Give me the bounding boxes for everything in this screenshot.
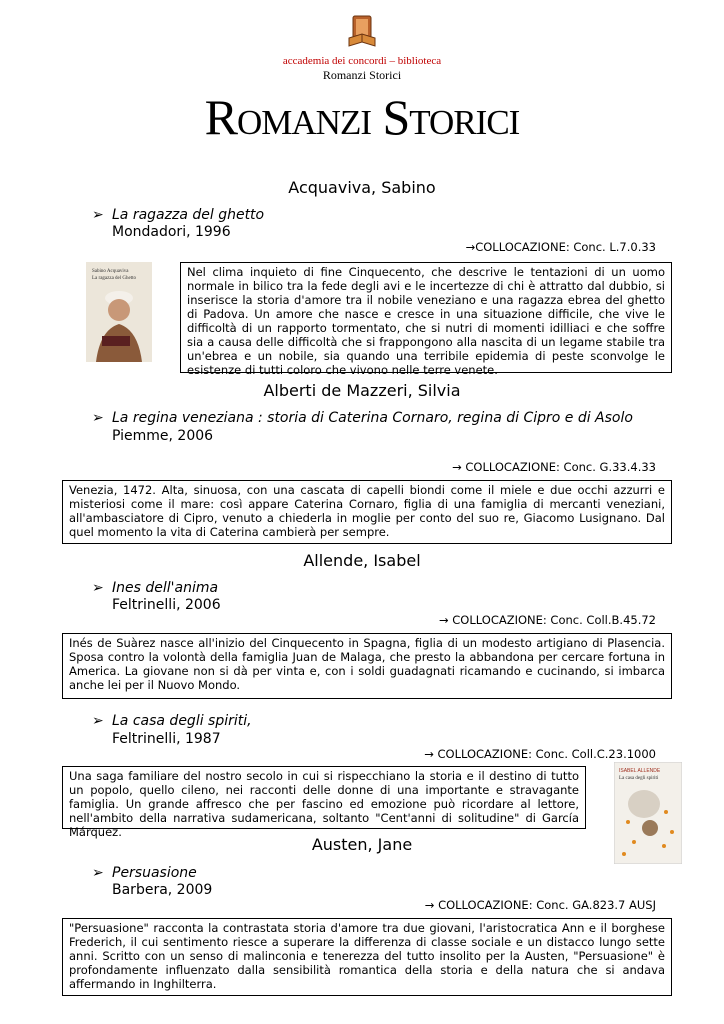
book-description: Una saga familiare del nostro secolo in cui si rispecchiano la storia e il destino di tutto un popolo, quello cileno, nei racconti delle donne di una importante e stravagante famiglia. Un grande affresco che per fascino ed emozione può ricordare al lettore, nell'ambito della narrativa sudamericana, soltanto "Cent'anni di solitudine" di García Márquez. [62, 766, 586, 829]
book-title: ➢ Persuasione [92, 865, 197, 881]
book-description: Inés de Suàrez nasce all'inizio del Cinquecento in Spagna, figlia di un modesto artigiano di Plasencia. Sposa contro la volontà della famiglia Juan de Malaga, che presto la abbandona per cercare fortuna in America. La giovane non si dà per vinta e, con i soldi guadagnati ricamando e cucinando, si imbarca anche lei per il Nuovo Mondo. [62, 633, 672, 699]
book-publisher: Mondadori, 1996 [112, 224, 231, 240]
collocation: → COLLOCAZIONE: Conc. Coll.B.45.72 [438, 613, 656, 627]
svg-text:Sabino Acquaviva: Sabino Acquaviva [92, 269, 129, 274]
page-title: Romanzi Storici [204, 89, 520, 145]
academy-name: accademia dei concordi – biblioteca [282, 55, 442, 67]
book-publisher: Feltrinelli, 2006 [112, 597, 221, 613]
svg-text:ISABEL ALLENDE: ISABEL ALLENDE [619, 768, 661, 774]
book-publisher: Piemme, 2006 [112, 428, 214, 444]
book-publisher: Feltrinelli, 1987 [112, 731, 221, 747]
collocation: → COLLOCAZIONE: Conc. Coll.C.23.1000 [424, 747, 656, 761]
book-description: Venezia, 1472. Alta, sinuosa, con una cascata di capelli biondi come il miele e due occhi azzurri e misteriosi come il mare: così appare Caterina Cornaro, figlia di una famiglia di mercanti veneziani, all'ambasciatore di Cipro, venuto a chiederla in moglie per conto del suo re, Giacomo Lusignano. Dal quel momento la vita di Caterina cambierà per sempre. [62, 480, 672, 544]
book-description: "Persuasione" racconta la contrastata storia d'amore tra due giovani, l'aristocratica Ann e il borghese Frederich, il cui sentimento riesce a superare la differenza di classe sociale e un distacco lungo sette anni. Scritto con un senso di malinconia e tenerezza del tutto insolito per la Austen, "Persuasione" è profondamente influenzato dalla sensibilità romantica della storia e della natura che si andava affermando in Inghilterra. [62, 918, 672, 996]
library-logo [347, 14, 377, 48]
svg-text:La ragazza del Ghetto: La ragazza del Ghetto [92, 276, 137, 281]
book-title: ➢ La ragazza del ghetto [92, 207, 265, 223]
author-heading: Acquaviva, Sabino [288, 178, 436, 197]
book-title: ➢ La casa degli spiriti, [92, 713, 252, 729]
book-description: Nel clima inquieto di fine Cinquecento, che descrive le tentazioni di un uomo normale in bilico tra la fede degli avi e le incertezze di chi è attratto dal dubbio, si inserisce la storia d'amore tra il nobile veneziano e una ragazza ebrea del ghetto di Padova. Un amore che nasce e cresce in una situazione difficile, che vive le difficoltà di un rapporto tormentato, che si nutri di momenti idilliaci e che soffre sia a causa delle difficoltà che si frappongono alla nascita di un legame stabile tra un'ebrea e un nobile, sia quando una terribile epidemia di peste sconvolge le esistenze di tutti coloro che vivono nelle terre venete. [180, 262, 672, 373]
book-title: ➢ Ines dell'anima [92, 580, 219, 596]
author-heading: Alberti de Mazzeri, Silvia [263, 381, 461, 400]
collocation: → COLLOCAZIONE: Conc. GA.823.7 AUSJ [424, 898, 656, 912]
author-heading: Austen, Jane [311, 835, 413, 854]
book-publisher: Barbera, 2009 [112, 882, 213, 898]
collocation: →COLLOCAZIONE: Conc. L.7.0.33 [465, 240, 656, 254]
book-title: ➢ La regina veneziana : storia di Caterina Cornaro, regina di Cipro e di Asolo [92, 410, 633, 426]
svg-text:La casa degli spiriti: La casa degli spiriti [619, 776, 659, 781]
book-cover-image [86, 262, 152, 362]
page-subtitle: Romanzi Storici [322, 68, 402, 82]
author-heading: Allende, Isabel [303, 551, 421, 570]
collocation: → COLLOCAZIONE: Conc. G.33.4.33 [452, 460, 656, 474]
